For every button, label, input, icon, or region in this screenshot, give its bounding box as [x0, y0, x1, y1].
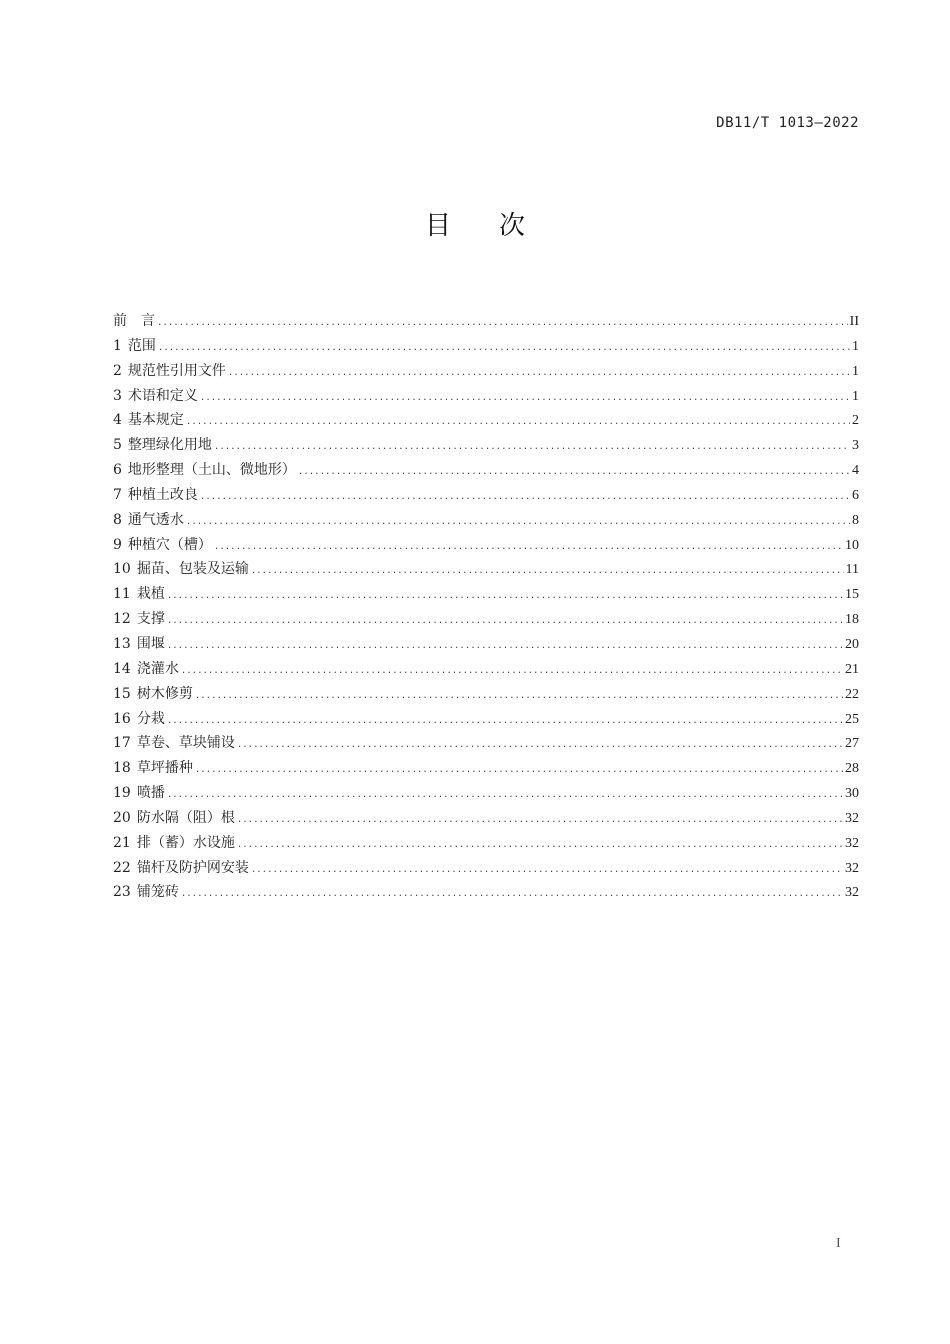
- toc-entry[interactable]: [113, 583, 859, 608]
- toc-entry-label: [113, 310, 155, 330]
- toc-dot-leader: [251, 865, 843, 875]
- toc-entry-number: 21: [113, 834, 131, 851]
- toc-dot-leader: [167, 616, 843, 626]
- toc-dot-leader: [186, 417, 850, 427]
- toc-entry-label: [113, 881, 179, 901]
- toc-dot-leader: [200, 492, 850, 502]
- toc-entry-page: II: [849, 314, 859, 329]
- toc-entry[interactable]: [113, 335, 859, 360]
- toc-entry-text: 掘苗、包装及运输: [136, 561, 249, 578]
- toc-entry-page: 4: [852, 463, 859, 479]
- toc-entry[interactable]: [113, 658, 859, 683]
- toc-entry-label: [113, 832, 235, 852]
- toc-entry-page: 1: [852, 363, 859, 379]
- toc-entry-number: 2: [113, 362, 122, 379]
- toc-entry-number: 6: [113, 462, 122, 479]
- toc-entry-page: 25: [845, 711, 859, 727]
- toc-entry-text: 防水隔（阻）根: [136, 809, 235, 826]
- toc-dot-leader: [214, 442, 850, 452]
- toc-entry-number: 16: [113, 710, 131, 727]
- toc-entry[interactable]: [113, 608, 859, 633]
- toc-entry[interactable]: [113, 360, 859, 385]
- toc-entry-number: 14: [113, 660, 131, 677]
- toc-entry-label: [113, 608, 165, 628]
- toc-entry-text: 地形整理（土山、微地形）: [127, 462, 296, 479]
- page-number: I: [836, 1236, 841, 1251]
- toc-entry-label: [113, 534, 212, 554]
- toc-entry-label: [113, 683, 193, 703]
- toc-dot-leader: [251, 566, 844, 576]
- toc-dot-leader: [181, 889, 843, 899]
- toc-entry-number: 11: [113, 586, 131, 603]
- toc-dot-leader: [181, 666, 843, 676]
- toc-entry-page: 18: [845, 612, 859, 628]
- toc-entry-text: 基本规定: [127, 412, 184, 429]
- toc-entry-page: 27: [845, 736, 859, 752]
- toc-entry-page: 11: [845, 562, 859, 578]
- toc-dot-leader: [195, 691, 843, 701]
- toc-dot-leader: [167, 641, 843, 651]
- toc-entry-page: 28: [845, 761, 859, 777]
- toc-entry-text: 草卷、草块铺设: [136, 735, 235, 752]
- toc-entry[interactable]: [113, 757, 859, 782]
- toc-entry[interactable]: [113, 782, 859, 807]
- toc-entry-number: 15: [113, 685, 131, 702]
- toc-entry-number: 13: [113, 635, 131, 652]
- toc-entry[interactable]: [113, 459, 859, 484]
- toc-entry-page: 8: [852, 512, 859, 528]
- toc-entry-text: 栽植: [136, 586, 165, 603]
- toc-entry-label: [113, 658, 179, 678]
- toc-entry-page: 32: [845, 860, 859, 876]
- toc-entry-label: [113, 434, 212, 454]
- toc-entry-page: 10: [845, 537, 859, 553]
- toc-entry-text: 整理绿化用地: [127, 437, 212, 454]
- toc-entry-number: 8: [113, 511, 122, 528]
- toc-entry[interactable]: [113, 310, 859, 335]
- toc-entry[interactable]: [113, 509, 859, 534]
- toc-entry-page: 6: [852, 487, 859, 503]
- toc-entry-page: 22: [845, 686, 859, 702]
- toc-entry-number: 19: [113, 785, 131, 802]
- toc-dot-leader: [167, 591, 843, 601]
- toc-entry-label: [113, 807, 235, 827]
- toc-entry-number: 7: [113, 486, 122, 503]
- toc-entry-page: 1: [852, 388, 859, 404]
- toc-dot-leader: [195, 765, 843, 775]
- toc-entry-label: [113, 459, 296, 479]
- toc-entry-text: 范围: [127, 337, 156, 354]
- toc-dot-leader: [298, 467, 850, 477]
- toc-entry[interactable]: [113, 881, 859, 906]
- toc-entry-page: 3: [852, 438, 859, 454]
- toc-dot-leader: [157, 318, 848, 328]
- toc-dot-leader: [158, 343, 850, 353]
- toc-entry-text: 种植穴（槽）: [127, 536, 212, 553]
- toc-entry-text: 规范性引用文件: [127, 362, 226, 379]
- toc-entry-text: 通气透水: [127, 511, 184, 528]
- toc-entry-label: [113, 335, 156, 355]
- toc-entry-number: 10: [113, 561, 131, 578]
- toc-entry[interactable]: [113, 484, 859, 509]
- toc-entry[interactable]: [113, 807, 859, 832]
- toc-entry-page: 32: [845, 885, 859, 901]
- toc-entry-text: 排（蓄）水设施: [136, 834, 235, 851]
- toc-entry-label: [113, 633, 165, 653]
- toc-dot-leader: [237, 840, 843, 850]
- toc-entry-number: 17: [113, 735, 131, 752]
- toc-dot-leader: [237, 740, 843, 750]
- toc-entry-page: 20: [845, 636, 859, 652]
- toc-entry[interactable]: [113, 409, 859, 434]
- toc-entry-text: 围堰: [136, 635, 165, 652]
- toc-entry[interactable]: [113, 732, 859, 757]
- toc-entry-label: [113, 558, 249, 578]
- toc-entry-page: 32: [845, 810, 859, 826]
- toc-entry-label: [113, 509, 184, 529]
- toc-entry-text: 喷播: [136, 785, 165, 802]
- toc-entry-number: 1: [113, 337, 122, 354]
- toc-dot-leader: [167, 790, 843, 800]
- toc-entry-text: 分栽: [136, 710, 165, 727]
- toc-entry-page: 21: [845, 661, 859, 677]
- toc-entry-label: [113, 409, 184, 429]
- toc-entry-label: [113, 583, 165, 603]
- toc-entry-page: 2: [852, 413, 859, 429]
- toc-entry[interactable]: [113, 683, 859, 708]
- toc-entry-label: [113, 857, 249, 877]
- toc-entry-page: 1: [852, 338, 859, 354]
- toc-entry-text: 术语和定义: [127, 387, 198, 404]
- toc-entry-label: [113, 782, 165, 802]
- toc-entry-number: 4: [113, 412, 122, 429]
- toc-entry-page: 30: [845, 786, 859, 802]
- toc-entry-text: 树木修剪: [136, 685, 193, 702]
- toc-dot-leader: [186, 517, 850, 527]
- toc-entry[interactable]: [113, 708, 859, 733]
- page-title: 目次: [424, 211, 573, 241]
- toc-entry-number: 20: [113, 809, 131, 826]
- toc-entry-text: 浇灌水: [136, 660, 179, 677]
- toc-dot-leader: [228, 368, 850, 378]
- toc-entry-number: 18: [113, 760, 131, 777]
- toc-entry-label: [113, 484, 198, 504]
- toc-entry-text: 铺笼砖: [136, 884, 179, 901]
- toc-dot-leader: [167, 716, 843, 726]
- toc-dot-leader: [200, 393, 850, 403]
- toc-dot-leader: [237, 815, 843, 825]
- toc-entry[interactable]: [113, 434, 859, 459]
- toc-entry[interactable]: [113, 558, 859, 583]
- toc-dot-leader: [214, 542, 843, 552]
- toc-entry-label: [113, 732, 235, 752]
- document-code: DB11/T 1013—2022: [716, 115, 859, 131]
- toc-entry-text: 草坪播种: [136, 760, 193, 777]
- toc-entry-number: 23: [113, 884, 131, 901]
- toc-entry-label: [113, 757, 193, 777]
- toc-entry-page: 32: [845, 835, 859, 851]
- toc-entry-text: 锚杆及防护网安装: [136, 859, 249, 876]
- toc-entry-number: 3: [113, 387, 122, 404]
- toc-entry[interactable]: [113, 534, 859, 559]
- table-of-contents: [113, 310, 859, 906]
- toc-entry[interactable]: [113, 832, 859, 857]
- toc-entry-number: 22: [113, 859, 131, 876]
- toc-entry-label: [113, 360, 226, 380]
- toc-entry[interactable]: [113, 385, 859, 410]
- toc-entry-text: 支撑: [136, 611, 165, 628]
- toc-entry-number: 12: [113, 611, 131, 628]
- toc-entry-page: 15: [845, 587, 859, 603]
- toc-entry-label: [113, 708, 165, 728]
- toc-entry-text: 前 言: [113, 313, 155, 329]
- toc-entry[interactable]: [113, 633, 859, 658]
- toc-entry-number: 5: [113, 437, 122, 454]
- toc-entry[interactable]: [113, 857, 859, 882]
- toc-entry-number: 9: [113, 536, 122, 553]
- toc-entry-label: [113, 385, 198, 405]
- toc-entry-text: 种植土改良: [127, 486, 198, 503]
